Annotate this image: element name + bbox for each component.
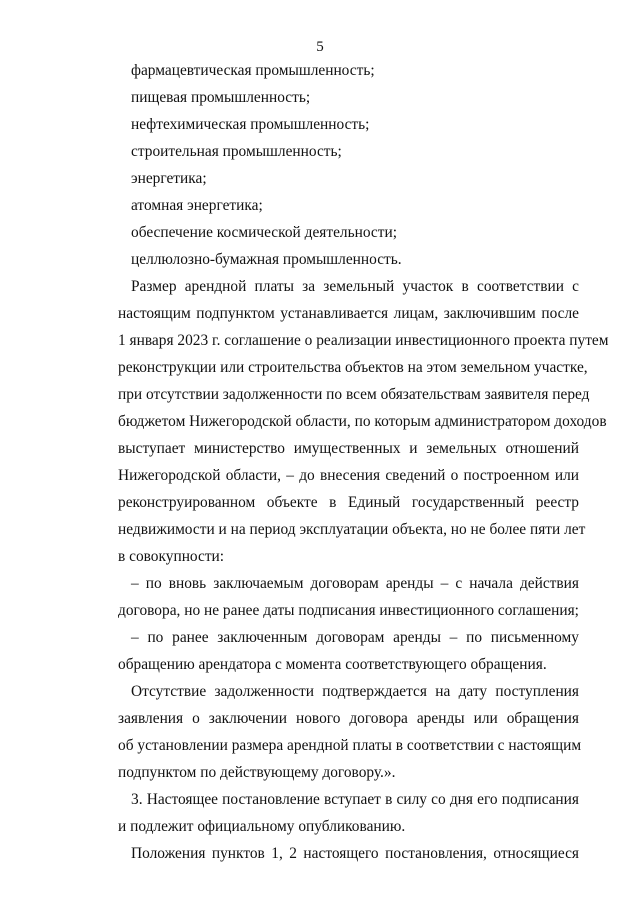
list-item: строительная промышленность; (131, 143, 342, 160)
list-item: фармацевтическая промышленность; (131, 62, 375, 79)
paragraph-line: и подлежит официальному опубликованию. (118, 818, 406, 835)
paragraph-line: Нижегородской области, – до внесения сведений о построенном или (118, 467, 579, 484)
paragraph-line: об установлении размера арендной платы в соответствии с настоящим (118, 737, 582, 754)
paragraph-line: 1 января 2023 г. соглашение о реализации инвестиционного проекта путем (118, 332, 609, 349)
paragraph-line: реконструированном объекте в Единый государственный реестр (118, 494, 579, 511)
list-item: нефтехимическая промышленность; (131, 116, 370, 133)
paragraph-line: заявления о заключении нового договора аренды или обращения (118, 710, 579, 727)
paragraph-line: бюджетом Нижегородской области, по которым администратором доходов (118, 413, 607, 430)
list-item: обеспечение космической деятельности; (131, 224, 397, 241)
paragraph-line: выступает министерство имущественных и земельных отношений (118, 440, 579, 457)
paragraph-line: – по вновь заключаемым договорам аренды – с начала действия (131, 575, 579, 592)
paragraph-line: в совокупности: (118, 548, 225, 565)
paragraph-line: Положения пунктов 1, 2 настоящего постановления, относящиеся (131, 845, 579, 862)
paragraph-line: подпунктом по действующему договору.». (118, 764, 396, 781)
paragraph-line: Размер арендной платы за земельный участок в соответствии с (131, 278, 579, 295)
list-item: энергетика; (131, 170, 207, 187)
paragraph-line: 3. Настоящее постановление вступает в силу со дня его подписания (131, 791, 579, 808)
paragraph-line: – по ранее заключенным договорам аренды – по письменному (131, 629, 579, 646)
paragraph-line: при отсутствии задолженности по всем обязательствам заявителя перед (118, 386, 590, 403)
list-item: целлюлозно-бумажная промышленность. (131, 251, 402, 268)
paragraph-line: недвижимости и на период эксплуатации объекта, но не более пяти лет (118, 521, 586, 538)
paragraph-line: реконструкции или строительства объектов на этом земельном участке, (118, 359, 588, 376)
page-number: 5 (316, 39, 324, 55)
list-item: атомная энергетика; (131, 197, 263, 214)
paragraph-line: обращению арендатора с момента соответствующего обращения. (118, 656, 547, 673)
paragraph-line: договора, но не ранее даты подписания инвестиционного соглашения; (118, 602, 579, 619)
list-item: пищевая промышленность; (131, 89, 311, 106)
paragraph-line: настоящим подпунктом устанавливается лицам, заключившим после (118, 305, 579, 322)
paragraph-line: Отсутствие задолженности подтверждается на дату поступления (131, 683, 579, 700)
